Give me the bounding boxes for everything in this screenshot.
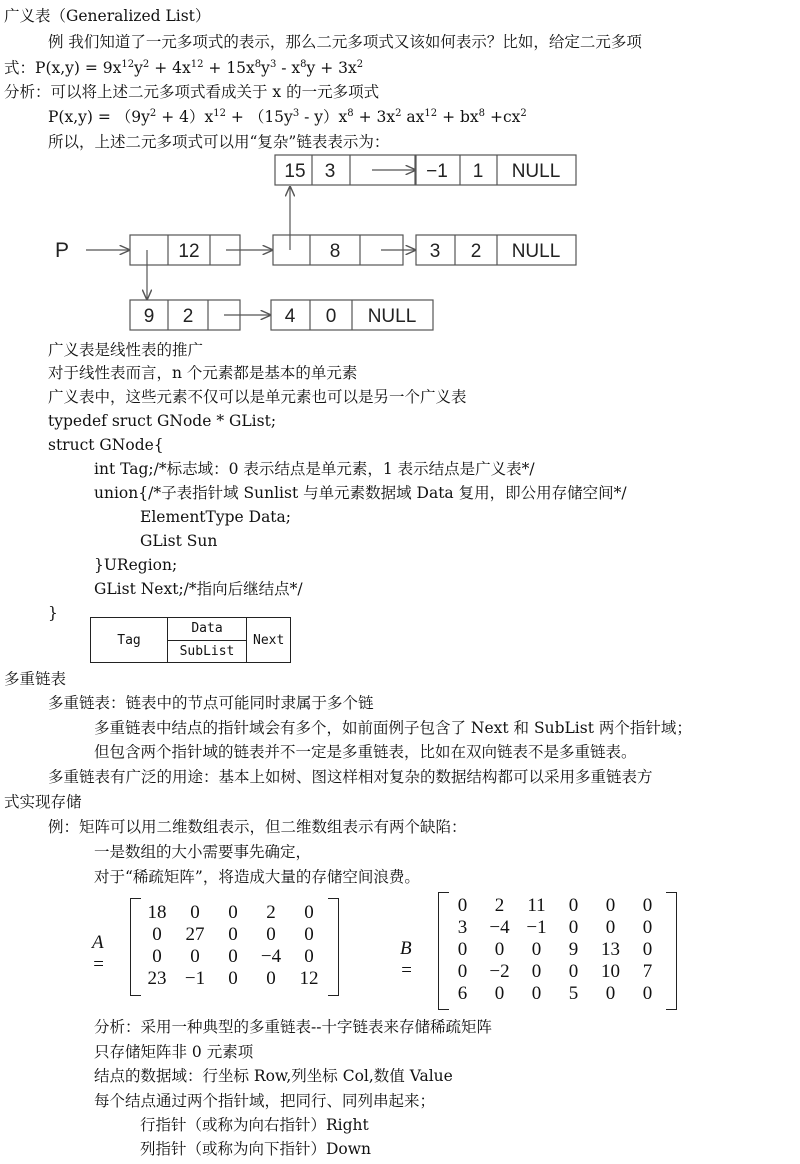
text-line: 广义表是线性表的推广 — [48, 341, 204, 359]
matrix-cell: 0 — [228, 924, 238, 945]
sublist-cell: SubList — [168, 640, 247, 663]
matrix-cell: 0 — [642, 983, 653, 1004]
matrix-cell: 0 — [531, 961, 542, 982]
generalized-list-diagram — [0, 150, 800, 335]
poly-term: +cx — [485, 108, 521, 126]
analysis-line: 分析：可以将上述二元多项式看成关于 x 的一元多项式 — [4, 83, 380, 101]
matrix-a-grid — [138, 902, 328, 990]
matrix-cell: 11 — [527, 895, 546, 916]
code-line: struct GNode{ — [48, 436, 164, 454]
code-line: GList Next;/*指向后继结点*/ — [94, 580, 303, 598]
code-line: }URegion; — [94, 556, 178, 574]
code-line: } — [48, 604, 58, 622]
matrix-cell: 0 — [568, 895, 579, 916]
node-value: 3 — [429, 241, 441, 262]
poly-term: + （15y — [225, 108, 293, 126]
matrix-a-label: A = — [92, 932, 105, 975]
null-label: NULL — [367, 306, 417, 327]
text-line: 行指针（或称为向右指针）Right — [140, 1116, 369, 1134]
matrix-cell: 0 — [190, 902, 200, 923]
text-line: 多重链表有广泛的用途：基本上如树、图这样相对复杂的数据结构都可以采用多重链表方 — [48, 768, 653, 786]
section-heading: 多重链表 — [4, 670, 67, 688]
data-cell: Data — [168, 618, 247, 641]
text-line: 多重链表：链表中的节点可能同时隶属于多个链 — [48, 694, 374, 712]
matrix-cell: 0 — [190, 946, 200, 967]
node-value: −1 — [426, 161, 448, 182]
matrix-cell: 2 — [494, 895, 505, 916]
intro-paragraph: 例 我们知道了一元多项式的表示，那么二元多项式又该如何表示？比如，给定二元多项 — [48, 33, 642, 51]
matrix-b-label: B = — [400, 938, 413, 981]
poly-term: - y）x — [299, 108, 348, 126]
polynomial-line-2 — [48, 107, 527, 127]
tag-cell: Tag — [91, 618, 168, 663]
node-value: 15 — [284, 161, 306, 182]
poly-exp: 8 — [347, 108, 354, 119]
matrix-cell: 0 — [642, 939, 653, 960]
null-label: NULL — [511, 241, 561, 262]
matrix-cell: 0 — [642, 895, 653, 916]
poly-term: + 15x — [203, 59, 255, 77]
matrix-cell: 0 — [531, 939, 542, 960]
matrix-cell: 0 — [304, 924, 314, 945]
matrix-cell: 6 — [457, 983, 468, 1004]
poly-term: P(x,y) = 9x — [35, 59, 122, 77]
poly-exp: 2 — [149, 108, 157, 119]
matrix-cell: 0 — [457, 895, 468, 916]
matrix-cell: 7 — [642, 961, 653, 982]
text-line: 一是数组的大小需要事先确定， — [94, 843, 312, 861]
poly-exp: 2 — [395, 108, 402, 119]
text-line: 广义表中，这些元素不仅可以是单元素也可以是另一个广义表 — [48, 388, 467, 406]
matrix-cell: 0 — [605, 895, 616, 916]
text-line: 例：矩阵可以用二维数组表示，但二维数组表示有两个缺陷： — [48, 818, 467, 836]
node-value: 2 — [182, 306, 194, 327]
matrix-cell: 0 — [266, 924, 276, 945]
node-value: 0 — [325, 306, 337, 327]
code-line: union{/*子表指针域 Sunlist 与单元素数据域 Data 复用，即公用存储空间*/ — [94, 484, 627, 502]
text-line: 每个结点通过两个指针域，把同行、同列串起来； — [94, 1092, 436, 1110]
poly-exp: 2 — [520, 108, 527, 119]
matrix-cell: 0 — [304, 946, 314, 967]
node-value: 3 — [324, 161, 336, 182]
poly-exp: 8 — [478, 108, 486, 119]
matrix-cell: 0 — [494, 983, 505, 1004]
polynomial-line — [4, 58, 363, 78]
right-bracket — [666, 892, 677, 1010]
text-line: 结点的数据域：行坐标 Row,列坐标 Col,数值 Value — [94, 1067, 453, 1085]
page-title: 广义表（Generalized List） — [4, 7, 211, 25]
node-value: 8 — [329, 241, 341, 262]
matrix-cell: −2 — [489, 961, 510, 982]
text-line: 只存储矩阵非 0 元素项 — [94, 1043, 254, 1061]
poly-term: P(x,y) = （9y — [48, 108, 150, 126]
head-pointer-label: P — [54, 239, 70, 262]
matrix-cell: 0 — [228, 902, 238, 923]
poly-exp: 2 — [142, 59, 150, 70]
code-line: GList Sun — [140, 532, 218, 550]
text-line: 对于线性表而言，n 个元素都是基本的单元素 — [48, 364, 358, 382]
poly-term: - x — [276, 59, 301, 77]
poly-exp: 3 — [292, 108, 300, 119]
matrix-cell: −4 — [489, 917, 510, 938]
poly-exp: 12 — [213, 108, 226, 119]
text-line: 但包含两个指针域的链表并不一定是多重链表，比如在双向链表不是多重链表。 — [94, 743, 637, 761]
matrix-cell: 0 — [228, 968, 238, 989]
matrix-cell: 18 — [147, 902, 167, 923]
poly-prefix: 式： — [4, 59, 36, 77]
poly-term: + bx — [437, 108, 479, 126]
text-line: 分析：采用一种典型的多重链表--十字链表来存储稀疏矩阵 — [94, 1018, 492, 1036]
node-value: 9 — [143, 306, 155, 327]
matrix-cell: 0 — [152, 946, 162, 967]
next-cell: Next — [247, 618, 291, 663]
matrix-cell: 23 — [147, 968, 167, 989]
poly-term: + 4）x — [156, 108, 214, 126]
bottom-node-1 — [130, 300, 240, 330]
matrix-cell: 0 — [568, 961, 579, 982]
matrix-cell: 2 — [266, 902, 276, 923]
code-line: int Tag;/*标志域：0 表示结点是单元素，1 表示结点是广义表*/ — [94, 460, 535, 478]
matrix-cell: −1 — [184, 968, 206, 989]
text-line: 对于“稀疏矩阵”，将造成大量的存储空间浪费。 — [94, 868, 420, 886]
matrix-cell: −1 — [526, 917, 547, 938]
null-label: NULL — [511, 161, 561, 182]
bottom-node-2 — [271, 300, 433, 330]
matrix-cell: 0 — [494, 939, 505, 960]
node-value: 4 — [284, 306, 296, 327]
poly-exp: 8 — [300, 59, 307, 70]
node-structure-table — [90, 617, 291, 663]
code-line: ElementType Data; — [140, 508, 292, 526]
matrix-cell: 10 — [601, 961, 620, 982]
poly-term: y — [134, 59, 143, 77]
matrix-cell: 5 — [568, 983, 579, 1004]
matrix-b-grid — [444, 895, 666, 1005]
matrix-cell: 0 — [228, 946, 238, 967]
matrix-cell: 3 — [457, 917, 468, 938]
poly-term: + 3x — [353, 108, 396, 126]
poly-term: y + 3x — [306, 59, 357, 77]
mid-node-3 — [416, 235, 576, 265]
matrix-cell: 13 — [601, 939, 620, 960]
poly-exp: 12 — [121, 59, 135, 70]
matrix-cell: 0 — [152, 924, 162, 945]
node-value: 2 — [470, 241, 482, 262]
right-bracket — [328, 898, 339, 996]
poly-exp: 12 — [424, 108, 438, 119]
text-line: 多重链表中结点的指针域会有多个，如前面例子包含了 Next 和 SubList 两个指针域； — [94, 719, 692, 737]
poly-exp: 8 — [254, 59, 262, 70]
matrix-cell: 0 — [531, 983, 542, 1004]
matrix-cell: 0 — [266, 968, 276, 989]
matrix-cell: 0 — [568, 917, 579, 938]
matrix-cell: 27 — [185, 924, 205, 945]
matrix-cell: 0 — [304, 902, 314, 923]
text-line: 式实现存储 — [4, 793, 82, 811]
matrix-cell: 0 — [642, 917, 653, 938]
matrix-cell: 0 — [605, 917, 616, 938]
matrix-cell: 9 — [568, 939, 579, 960]
code-line: typedef sruct GNode * GList; — [48, 412, 277, 430]
node-value: 1 — [472, 161, 484, 182]
matrix-cell: 0 — [605, 983, 616, 1004]
poly-term: ax — [401, 108, 425, 126]
poly-exp: 2 — [356, 59, 364, 70]
poly-exp: 3 — [269, 59, 277, 70]
poly-exp: 12 — [190, 59, 204, 70]
matrix-cell: −4 — [260, 946, 282, 967]
node-value: 12 — [178, 241, 200, 262]
matrix-cell: 0 — [457, 939, 468, 960]
poly-term: + 4x — [149, 59, 191, 77]
text-line: 列指针（或称为向下指针）Down — [140, 1140, 372, 1158]
so-line: 所以，上述二元多项式可以用“复杂”链表表示为： — [48, 133, 390, 151]
top-node-2 — [416, 155, 576, 185]
poly-term: y — [261, 59, 270, 77]
matrix-cell: 0 — [457, 961, 468, 982]
matrix-cell: 12 — [299, 968, 319, 989]
